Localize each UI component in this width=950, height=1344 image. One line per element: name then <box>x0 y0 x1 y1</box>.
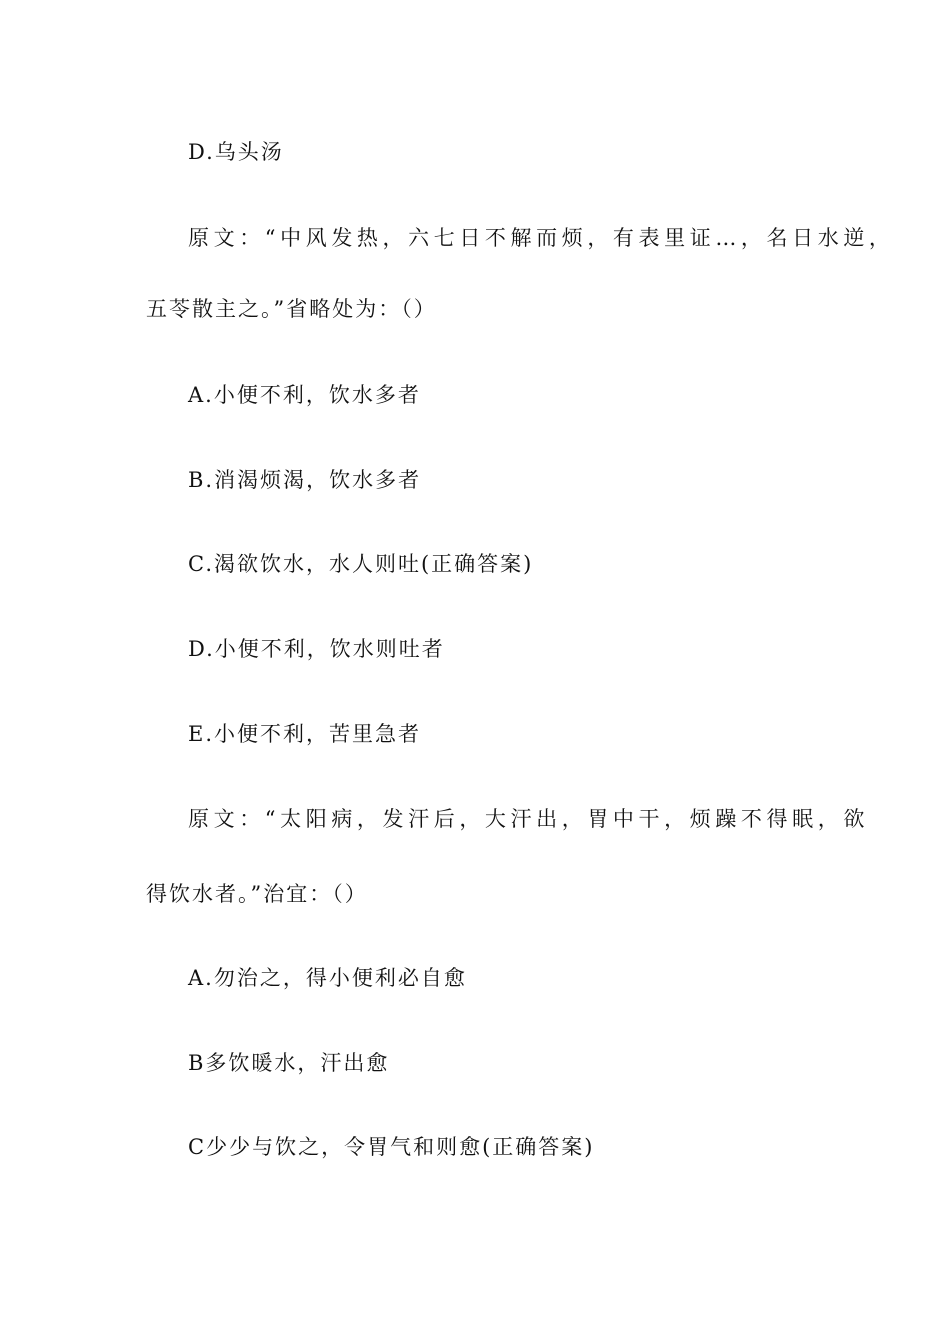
option-prev-d: D.乌头汤 <box>188 140 284 164</box>
question-2-option-b: B多饮暖水，汗出愈 <box>188 1051 390 1075</box>
question-2-option-c: C少少与饮之，令胃气和则愈(正确答案) <box>188 1135 595 1159</box>
question-2-stem-line-2: 得饮水者。”治宜：（） <box>146 882 368 906</box>
question-1-option-b: B.消渴烦渴，饮水多者 <box>188 468 422 492</box>
question-1-stem-line-1: 原文：“中风发热，六七日不解而烦，有表里证…，名日水逆， <box>188 226 895 250</box>
question-2-stem-line-1: 原文：“太阳病，发汗后，大汗出，胃中干，烦躁不得眠，欲 <box>188 807 869 831</box>
question-1-stem-line-2: 五苓散主之。”省略处为：（） <box>146 297 437 321</box>
question-1-option-e: E.小便不利，苦里急者 <box>188 722 422 746</box>
question-1-option-a: A.小便不利，饮水多者 <box>188 383 421 407</box>
question-1-option-d: D.小便不利，饮水则吐者 <box>188 637 445 661</box>
question-2-option-a: A.勿治之，得小便利必自愈 <box>188 966 467 990</box>
question-1-option-c: C.渴欲饮水，水人则吐(正确答案) <box>188 552 534 576</box>
